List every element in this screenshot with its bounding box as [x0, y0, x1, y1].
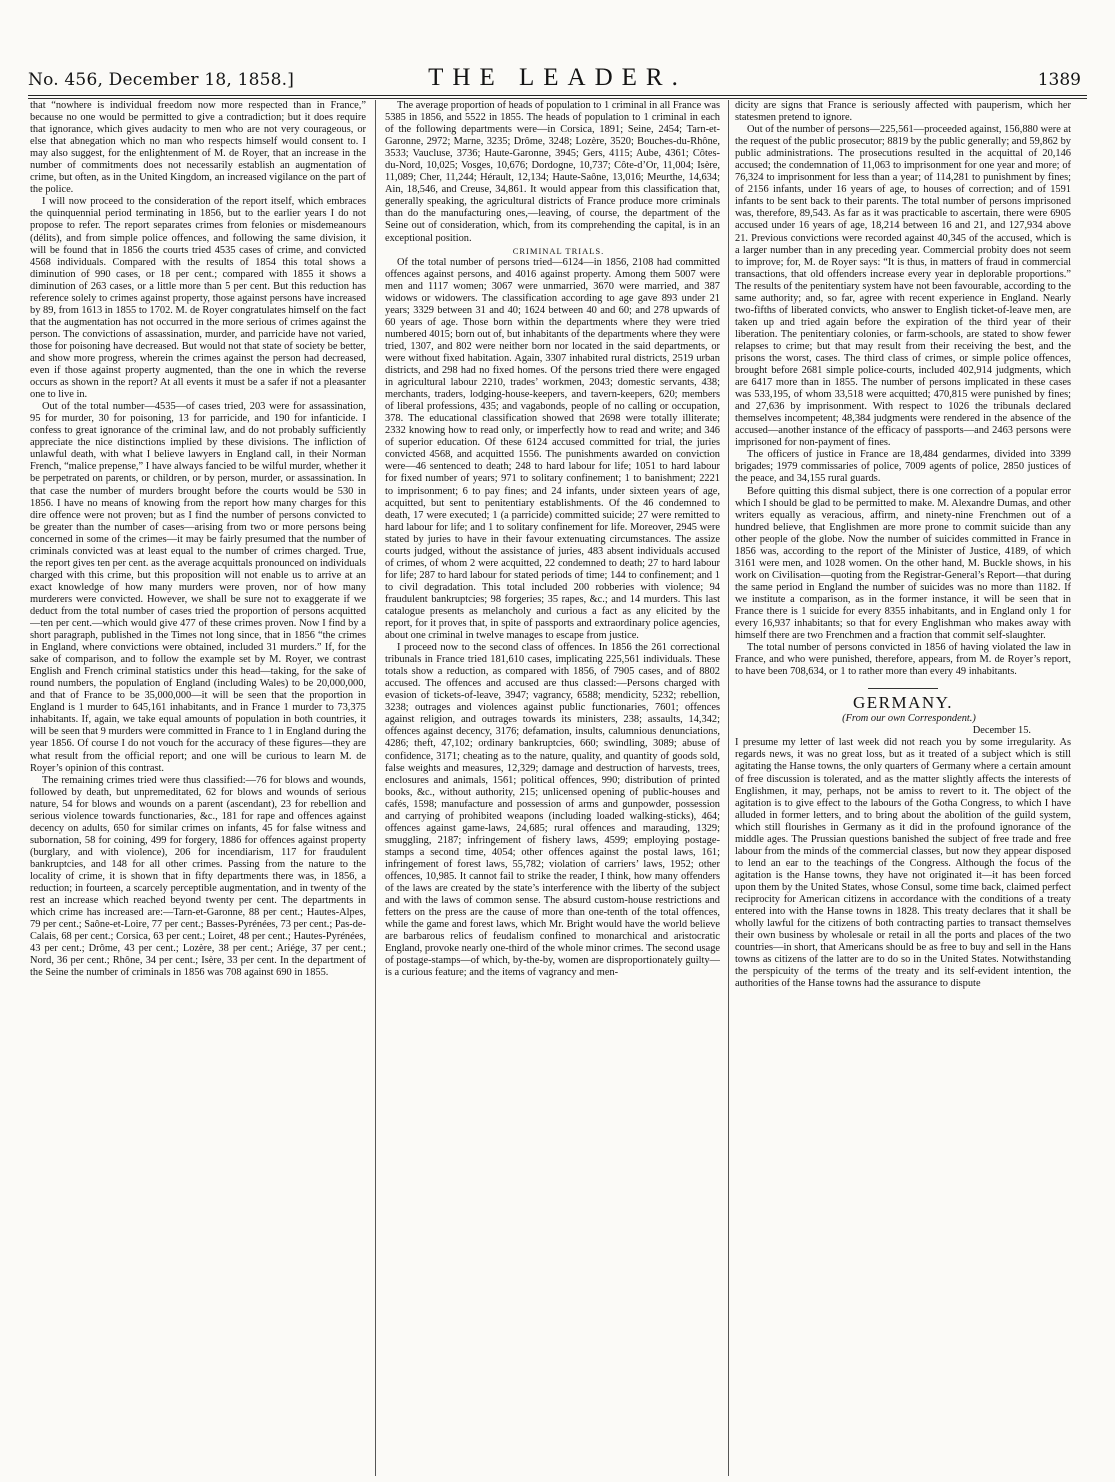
paragraph: Of the total number of persons tried—6124—in 1856, 2108 had committed offences against persons, and 4016 against property. Among them 5007 were men and 1117 women; 3067 were unmarried, 3670 were married, and 387 widows or widowers. The classification according to age gave 893 under 21 years; 3329 between 31 and 40; 1624 between 40 and 60; and 278 upwards of 60 years of age. Those born within the departments where they were tried numbered 4015; born out of, but inhabitants of the departments where they were tried, 1307, and 802 were neither born nor located in the said departments, or were without fixed habitation. Again, 3307 inhabited rural districts, 2519 urban districts, and 298 had no fixed homes. Of the persons tried there were engaged in agricultural labour 2210, trades’ workmen, 2043; domestic servants, 438; merchants, traders, lodging-house-keepers, and tavern-keepers, 620; members of liberal professions, 435; and vagabonds, people of no calling or occupation, 378. The educational classification showed that 2698 were totally illiterate; 2332 knowing how to read only, or imperfectly how to read and write; and 346 of superior education. Of these 6124 accused committed for trial, the juries convicted 4568, and acquitted 1556. The punishments awarded on conviction were—46 sentenced to death; 248 to hard labour for life; 1051 to hard labour for fixed number of years; 971 to solitary confinement; 1 to banishment; 2221 to imprisonment; 6 to pay fines; and 24 infants, under sixteen years of age, acquitted, but sent to penitentiary establishments. Of the 46 condemned to death, 17 were executed; 1 (a parricide) committed suicide; 27 were remitted to hard labour for life; and 1 to solitary confinement for life. Moreover, 2945 were stated by juries to have in their favour extenuating circumstances. The assize courts judged, without the assistance of juries, 483 absent individuals accused of crimes, of whom 2 were acquitted, 22 condemned to death; 27 to hard labour for life; 287 to hard labour for stated periods of time; 144 to confinement; and 1 to civil degradation. This total included 200 robberies with violence; 94 fraudulent bankruptcies; 98 forgeries; 35 rapes, &c.; and 14 murders. This last catalogue presents as melancholy and curious a fact as any elicited by the report, for it proves that, in spite of passports and extraordinary police agencies, about one criminal in twelve manages to escape from justice.	[385, 256, 720, 642]
header-rule-thin	[28, 98, 1087, 99]
issue-line: No. 456, December 18, 1858.]	[28, 70, 295, 90]
paragraph: Out of the number of persons—225,561—proceeded against, 156,880 were at the request of the public prosecutor; 8819 by the public generally; and 59,862 by public administrations. The prosecutions resulted in the acquittal of 20,146 accused; the condemnation of 11,063 to imprisonment for one year and more; of 76,324 to imprisonment for less than a year; of 114,281 to punishment by fines; of 2156 infants, under 16 years of age, to houses of correction; and of 1591 infants to be sent back to their parents. The total number of persons imprisoned was, therefore, 89,543. As far as it was practicable to ascertain, there were 6905 accused under 16 years of age, 18,214 between 16 and 21, and 127,934 above 21. Previous convictions were recorded against 40,345 of the accused, which is a larger number than in any preceding year. Commercial probity does not seem to improve; for, M. de Royer says: “It is thus, in matters of fraud in commercial transactions, that old offenders increase every year in deplorable proportions.” The results of the penitentiary system have not been favourable, according to the same authority; and, so far, agree with recent experience in England. Nearly two-fifths of liberated convicts, who answer to English ticket-of-leave men, are taken up and tried again before the expiration of the third year of their liberation. The penitentiary colonies, or farm-schools, are stated to show fewer relapses to crime; but that may result from their receiving the best, and the prisons the worst, cases. The third class of crimes, or simple police offences, brought before 2681 simple police-courts, included 402,914 judgments, which are 6417 more than in 1855. The number of persons implicated in these cases was 533,195, of whom 33,518 were acquitted; 470,815 were punished by fines; and 27,636 by imprisonment. With respect to 1026 the tribunals declared themselves incompetent; 48,384 judgments were rendered in the absence of the accused—another instance of the efficacy of passports—and 2463 persons were imprisoned for non-payment of fines.	[735, 124, 1071, 449]
paragraph: The remaining crimes tried were thus classified:—76 for blows and wounds, followed by death, but unpremeditated, 62 for blows and wounds of serious nature, 54 for blows and wounds on a parent (ascendant), 23 for rebellion and serious violence towards functionaries, &c., 181 for rape and offences against decency on adults, 650 for similar crimes on infants, 45 for false witness and subornation, 58 for coining, 499 for forgery, 1886 for offences against property (burglary, and with violence), 206 for incendiarism, 117 for fraudulent bankruptcies, and 148 for all other crimes. Passing from the nature to the locality of crime, it is shown that in fifty departments there was, in 1856, a reduction; in fourteen, a scarcely perceptible augmentation, and in twenty of the rest an increase which reached beyond twenty per cent. The departments in which crime has increased are:—Tarn-et-Garonne, 88 per cent.; Hautes-Alpes, 79 per cent.; Saône-et-Loire, 77 per cent.; Basses-Pyrénées, 73 per cent.; Pas-de-Calais, 68 per cent.; Corsica, 63 per cent.; Loiret, 48 per cent.; Hautes-Pyrénées, 43 per cent.; Drôme, 43 per cent.; Lozère, 38 per cent.; Ariége, 37 per cent.; Nord, 36 per cent.; Rhône, 34 per cent.; Isère, 33 per cent. In the department of the Seine the number of criminals in 1856 was 708 against 690 in 1855.	[30, 774, 366, 979]
masthead	[28, 58, 1087, 94]
newspaper-title: THE LEADER.	[428, 64, 687, 91]
column-2	[385, 100, 720, 1476]
page-number: 1389	[1037, 70, 1081, 90]
section-byline: (From our own Correspondent.)	[842, 713, 976, 725]
paragraph: Before quitting this dismal subject, there is one correction of a popular error which I should be glad to be permitted to make. M. Alexandre Dumas, and other writers equally as veracious, affirm, and ninety-nine Frenchmen out of a hundred believe, that Englishmen are more prone to commit suicide than any other people of the globe. Now the number of suicides committed in France in 1856 was, according to the report of the Minister of Justice, 4189, of which 3161 were men, and 1028 women. On the other hand, M. Buckle shows, in his work on Civilisation—quoting from the Registrar-General’s Report—that during the same period in England the number of suicides was no more than 1182. If we institute a comparison, as in the former instance, it will be seen that in France there is 1 suicide for every 8355 inhabitants, and in England only 1 for every 16,937 inhabitants; so that for every Englishman who makes away with himself there are two Frenchmen and a fraction that commit self-slaughter.	[735, 485, 1071, 642]
dateline: December 15.	[972, 725, 1031, 737]
section-heading: GERMANY.	[852, 693, 953, 713]
paragraph: dicity are signs that France is seriously affected with pauperism, which her statesmen pretend to ignore.	[735, 100, 1071, 124]
column-1	[30, 100, 366, 1476]
header-rule	[28, 95, 1087, 96]
column-divider	[375, 100, 376, 1476]
column-3	[735, 100, 1071, 1476]
paragraph: I presume my letter of last week did not reach you by some irregularity. As regards news, it was no great loss, but as it treated of a subject which is still agitating the Hanse towns, the only quarters of Germany where a certain amount of free discussion is tolerated, and as the matter slightly affects the interests of Englishmen, it may, perhaps, not be amiss to revert to it. The object of the agitation is to give effect to the labours of the Gotha Congress, to which I have alluded in former letters, and to bring about the abolition of the guild system, which still flourishes in Germany as it did in the profound ignorance of the middle ages. The Prussian questions banished the subject of free trade and free labour from the minds of the commercial classes, but now they appear disposed to lend an ear to the teachings of the Congress. Although the focus of the agitation is the Hanse towns, they have not originated it—it has been forced upon them by the United States, whose Consul, some time back, claimed perfect reciprocity for American citizens in accordance with the conditions of a treaty entered into with the Hanse towns in 1828. This treaty declares that it shall be wholly lawful for the citizens of both contracting parties to transact themselves their own business by wholesale or retail in all the ports and places of the two countries—in short, that Americans should be as free to buy and sell in the Hans towns as citizens of the latter are to do so in the United States. Notwithstanding the perspicuity of the terms of the treaty and its self-evident intention, the authorities of the Hanse towns had the assurance to dispute	[735, 737, 1071, 990]
section-rule	[868, 688, 938, 689]
paragraph: I proceed now to the second class of offences. In 1856 the 261 correctional tribunals in France tried 181,610 cases, implicating 225,561 individuals. These totals show a reduction, as compared with 1856, of 7905 cases, and of 8802 accused. The offences and accused are thus classed:—Persons charged with evasion of tickets-of-leave, 3947; vagrancy, 6588; mendicity, 5232; rebellion, 3238; outrages and violences against public functionaries, 7601; offences against religion, and outrages towards its ministers, 238; assaults, 14,342; offences against decency, 3176; defamation, insults, calumnious denunciations, 4286; theft, 47,102; ordinary bankruptcies, 660; swindling, 3089; abuse of confidence, 3171; cheating as to the nature, quality, and quantity of goods sold, false weights and measures, 12,329; damage and destruction of harvests, trees, enclosures and animals, 1561; political offences, 990; distribution of printed books, &c., without authority, 215; unlicensed opening of public-houses and cafés, 1598; manufacture and possession of arms and gunpowder, possession and carrying of prohibited weapons (including loaded walking-sticks), 464; offences against game-laws, 24,685; rural offences and marauding, 1329; smuggling, 2187; infringement of fishery laws, 4599; employing postage-stamps a second time, 4054; other offences against the postal laws, 161; infringement of forest laws, 55,782; violation of carriers’ laws, 1952; other offences, 10,985. It cannot fail to strike the reader, I think, how many offenders of the laws are created by the state’s interference with the liberty of the subject and with the laws of common sense. The absurd custom-house restrictions and fetters on the press are the cause of more than one-tenth of the total offences, while the game and forest laws, which Mr. Bright would have the world believe are barbarous relics of feudalism confined to monarchical and aristocratic England, provoke nearly one-third of the whole minor crimes. The second usage of postage-stamps—of which, by-the-by, women are disproportionately guilty—is a curious feature; and the items of vagrancy and men-	[385, 642, 720, 979]
paragraph: The officers of justice in France are 18,484 gendarmes, divided into 3399 brigades; 1979 commissaries of police, 7009 agents of police, 2850 justices of the peace, and 34,155 rural guards.	[735, 449, 1071, 485]
paragraph: The total number of persons convicted in 1856 of having violated the law in France, and who were punished, therefore, appears, from M. de Royer’s report, to have been 708,634, or 1 to rather more than every 49 inhabitants.	[735, 642, 1071, 678]
paragraph: that “nowhere is individual freedom now more respected than in France,” because no one would be permitted to give a contradiction; but it does require that ignorance, which gives audacity to men who are not very courageous, or else that abnegation which no man who respects himself would consent to. I may also suggest, for the enlightenment of M. de Royer, that an increase in the number of commitments does not necessarily establish an augmentation of crime, but often, as in the United Kingdom, an increased vigilance on the part of the police.	[30, 100, 366, 196]
paragraph: The average proportion of heads of population to 1 criminal in all France was 5385 in 1856, and 5522 in 1855. The heads of population to 1 criminal in each of the following departments were—in Corsica, 1891; Seine, 2454; Tarn-et-Garonne, 2972; Marne, 3235; Drôme, 3248; Lozère, 3520; Bouches-du-Rhône, 3533; Vaucluse, 3736; Haute-Garonne, 3945; Gers, 4115; Aube, 4361; Côtes-du-Nord, 10,025; Vosges, 10,676; Dordogne, 10,737; Côte-d’Or, 11,004; Isère, 11,089; Cher, 11,244; Hérault, 12,134; Haute-Saône, 13,016; Meurthe, 14,634; Ain, 18,546, and Creuse, 34,861. It would appear from this classification that, generally speaking, the agricultural districts of France produce more criminals than do the manufacturing ones,—leaving, of course, the department of the Seine out of consideration, which, from its comprehending the capital, is in an exceptional position.	[385, 100, 720, 244]
subheading: CRIMINAL TRIALS.	[512, 245, 605, 256]
paragraph: I will now proceed to the consideration of the report itself, which embraces the quinquennial period terminating in 1856, but to the earlier years I do not propose to refer. The report separates crimes from felonies or misdemeanours (délits), and from simple police offences, and following the same division, it will be found that in 1856 the courts tried 4535 cases of crime, and convicted 4568 individuals. Compared with the results of 1854 this total shows a diminution of 990 cases, or 18 per cent.; compared with 1855 it shows a diminution of 263 cases, or a little more than 5 per cent. But this reduction has reference solely to crimes against property, those against persons have increased by 89, from 1613 in 1855 to 1702. M. de Royer congratulates himself on the fact that the augmentation has not occurred in the more serious of crimes against the person. The convictions of assassination, murder, and parricide have not varied, those for poisoning have decreased. But would not that state of society be better, and show more progress, wherein the crimes against the person had decreased, even if those against property augmented, than the one in which the reverse occurs as shown in the report? At all events it must be a safer if not a pleasanter one to live in.	[30, 196, 366, 401]
column-divider	[728, 100, 729, 1476]
paragraph: Out of the total number—4535—of cases tried, 203 were for assassination, 95 for murder, 30 for poisoning, 13 for parricide, and 190 for infanticide. I confess to great ignorance of the criminal law, and do not probably sufficiently appreciate the nice distinctions implied by these divisions. The infliction of unlawful death, with what I believe lawyers in England call, in their Norman French, “malice prepense,” I have always fancied to be wilful murder, whether it be perpetrated on parents, or children, or by person, murder, or assassination. In that case the number of murders brought before the courts would be 530 in 1856. I have no means of knowing from the report how many charges for this dire offence were not proven; but as I find the number of persons convicted to be greater than the number of cases—arising from two or more persons being concerned in some of the crimes—it may be fairly presumed that the number of criminals convicted was at least equal to the number of crimes charged. True, the report gives ten per cent. as the average acquittals pronounced on individuals charged with this crime, but this proposition will not enable us to arrive at an exact knowledge of how many murders were proven, nor of how many murderers were convicted. However, we shall be sure not to exaggerate if we deduct from the total number of cases tried the proportion of persons acquitted—ten per cent.—which would give 477 of these crimes proven. Now I find by a short paragraph, published in the Times not long since, that in 1856 “the crimes in England, where convictions were obtained, included 31 murders.” If, for the sake of comparison, and to follow the example set by M. Royer, we contrast English and French criminal statistics under this head—taking, for the sake of round numbers, the population of England (including Wales) to be 20,000,000, and that of France to be 35,000,000—it will be seen that the proportion in England is 1 murder to 645,161 inhabitants, and in France 1 murder to 73,375 inhabitants. If, again, we take equal amounts of population in both countries, it will be seen that 9 murders were committed in France to 1 in England during the year 1856. Of course I do not vouch for the accuracy of these figures—they are what result from the official report; and one will be curious to learn M. de Royer’s opinion of this contrast.	[30, 401, 366, 774]
